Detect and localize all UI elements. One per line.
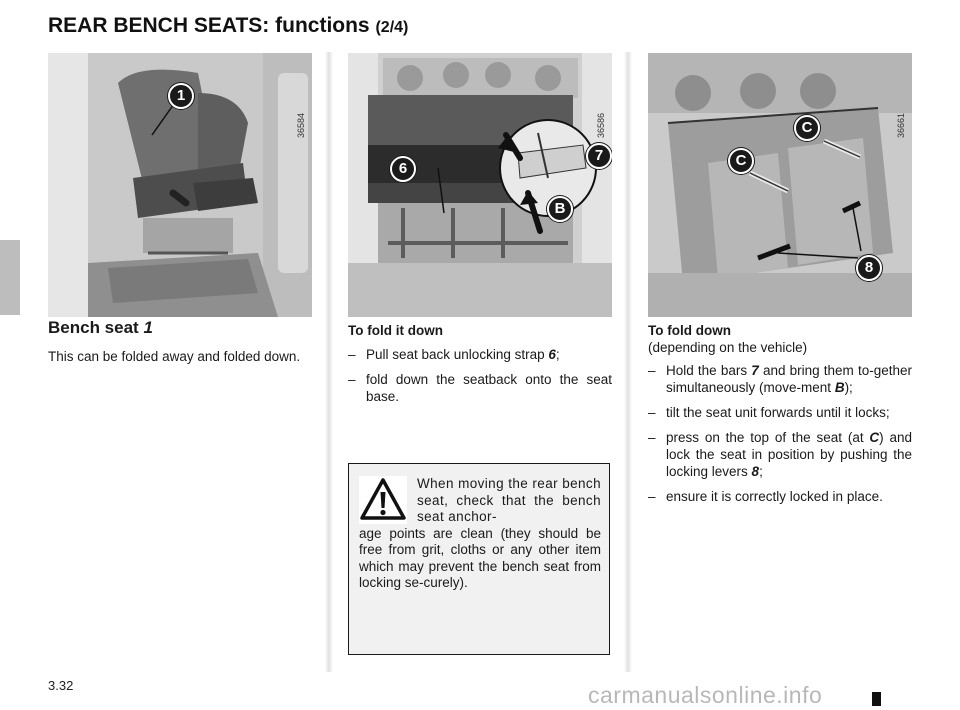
fold-seatback-illustration	[348, 53, 612, 317]
list-item: – tilt the seat unit forwards until it locks;	[648, 404, 912, 421]
bench-seat-body: This can be folded away and folded down.	[48, 349, 301, 364]
list-item: – Pull seat back unlocking strap 6;	[348, 346, 612, 363]
callout-C-upper: C	[794, 115, 820, 141]
page-number: 3.32	[48, 678, 74, 693]
warning-lead: When moving the rear bench seat, check that the bench seat anchor-	[417, 476, 601, 524]
heading-ref: 1	[143, 318, 153, 337]
callout-C-lower: C	[728, 148, 754, 174]
list-item: – ensure it is correctly locked in place.	[648, 488, 912, 505]
figure-fold-down	[648, 53, 912, 317]
figure-ref: 36584	[296, 113, 306, 139]
watermark: carmanualsonline.info	[588, 682, 823, 708]
to-fold-down-subheading: (depending on the vehicle)	[648, 340, 808, 355]
callout-B: B	[547, 196, 573, 222]
fold-it-down-heading: To fold it down	[348, 323, 443, 338]
callout-8: 8	[856, 255, 882, 281]
warning-rest: age points are clean (they should be free from grit, cloths or any other item which may prevent the bench seat from locking se-curely).	[359, 525, 601, 590]
figure-fold-seatback	[348, 53, 612, 317]
list-item: – fold down the seatback onto the seat base.	[348, 371, 612, 405]
callout-6: 6	[390, 156, 416, 182]
fold-it-down-steps	[348, 346, 612, 413]
to-fold-down-heading: To fold down	[648, 323, 731, 338]
figure-ref: 36586	[596, 113, 606, 139]
callout-1: 1	[168, 83, 194, 109]
to-fold-down-steps	[648, 362, 912, 513]
title-text: REAR BENCH SEATS: functions	[48, 14, 370, 37]
list-item: – Hold the bars 7 and bring them to-gether simultaneously (move-ment B);	[648, 362, 912, 396]
page-title	[48, 14, 408, 38]
bench-seat-heading	[48, 318, 153, 338]
page-marker	[872, 692, 881, 706]
heading-text: Bench seat	[48, 318, 139, 337]
figure-ref: 36661	[896, 113, 906, 139]
figure-bench-seat	[48, 53, 312, 317]
warning-box	[348, 463, 610, 655]
section-tab	[0, 240, 20, 315]
column-divider-left	[325, 52, 333, 672]
callout-7: 7	[586, 143, 612, 169]
column-divider-right	[624, 52, 632, 672]
list-item: – press on the top of the seat (at C) and lock the seat in position by pushing the locking levers 8;	[648, 429, 912, 480]
title-part: (2/4)	[375, 19, 409, 36]
warning-text	[359, 476, 601, 592]
